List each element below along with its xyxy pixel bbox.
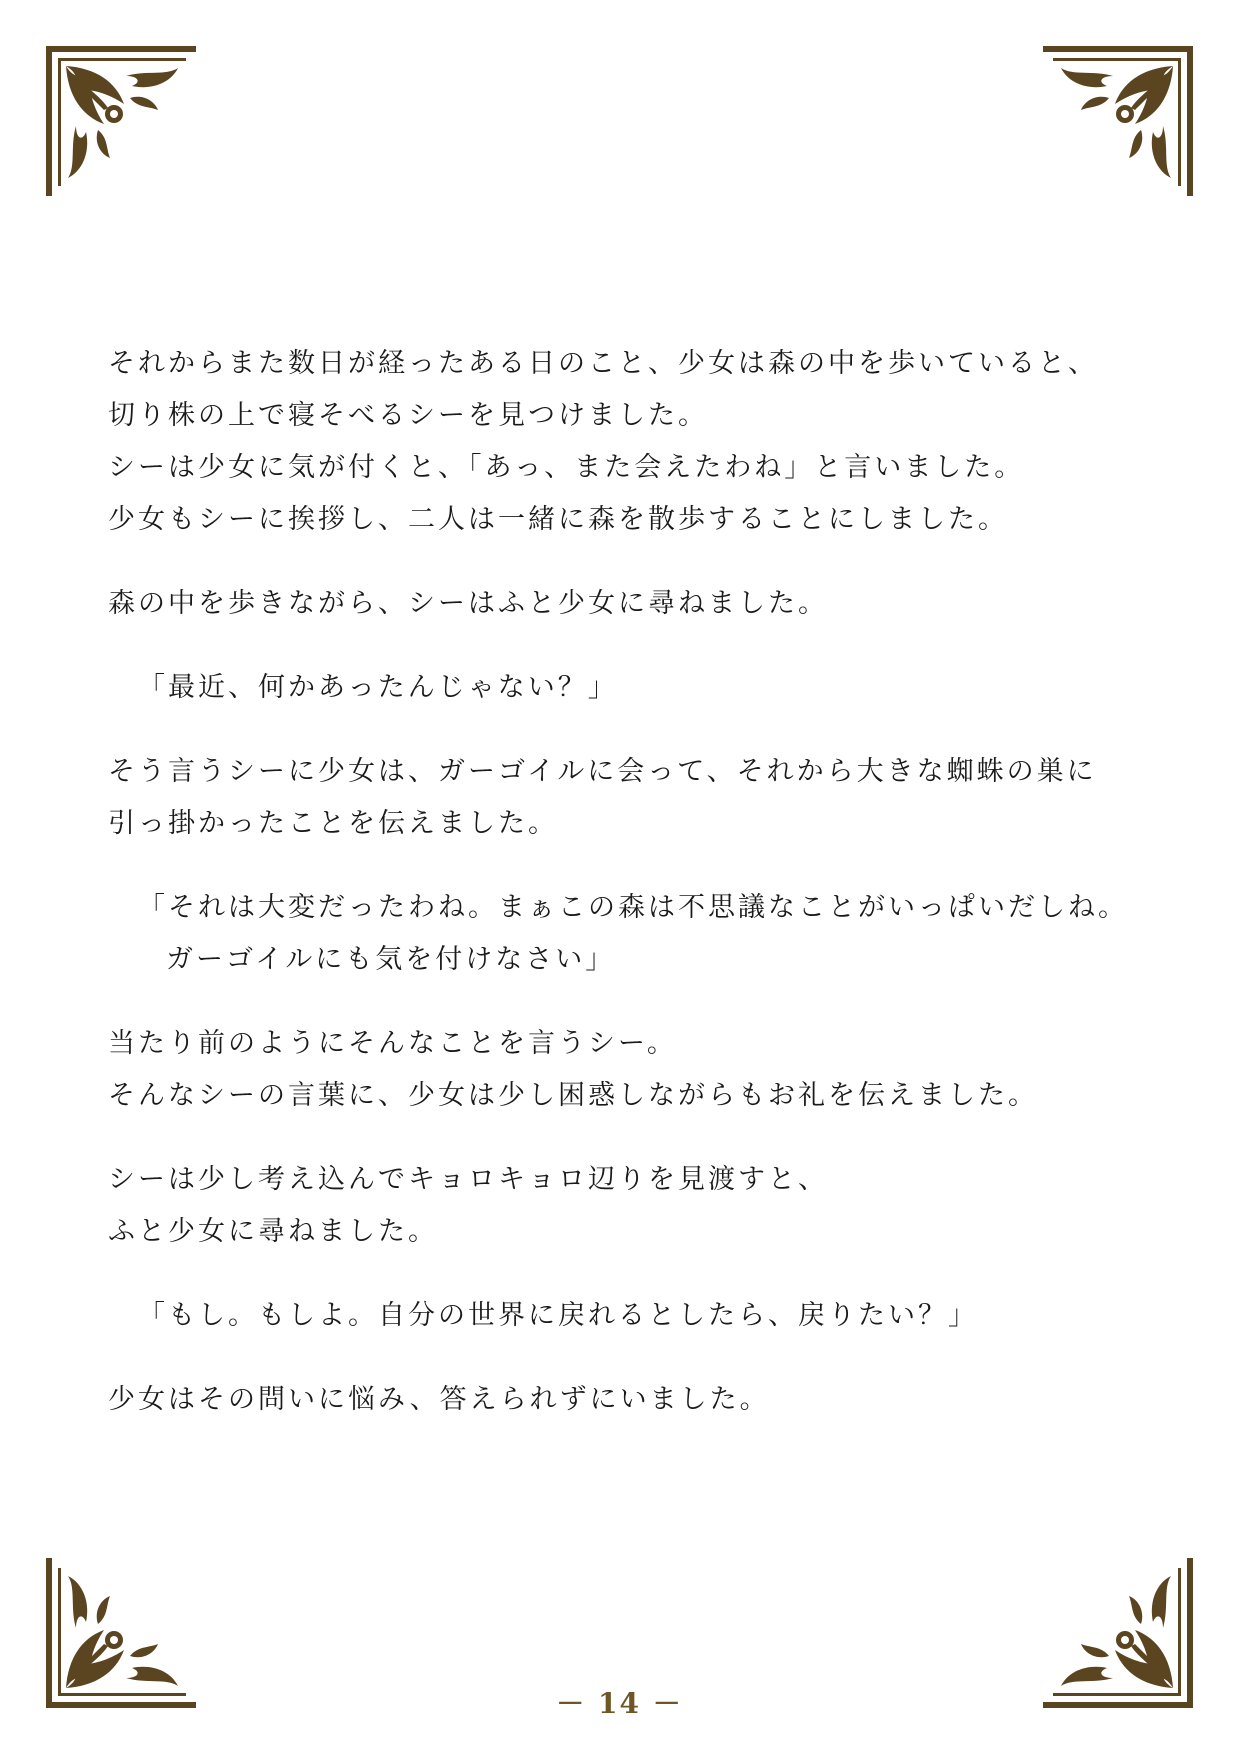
text-line: そんなシーの言葉に、少女は少し困惑しながらもお礼を伝えました。 xyxy=(108,1080,1038,1111)
text-line: ガーゴイルにも気を付けなさい」 xyxy=(166,944,616,975)
text-line: 当たり前のようにそんなことを言うシー。 xyxy=(108,1028,677,1059)
text-line: シーは少し考え込んでキョロキョロ辺りを見渡すと、 xyxy=(108,1164,828,1195)
page-number: － 14 － xyxy=(556,1687,683,1720)
paragraph xyxy=(108,1154,1148,1258)
text-line: 切り株の上で寝そべるシーを見つけました。 xyxy=(108,400,708,431)
corner-ornament-top-right xyxy=(1043,46,1193,196)
text-line: シーは少女に気が付くと、「あっ、また会えたわね」と言いました。 xyxy=(108,452,1025,483)
dialogue-quote xyxy=(108,1290,1148,1342)
text-line: 「最近、何かあったんじゃない？」 xyxy=(138,672,618,703)
story-text xyxy=(108,338,1148,1458)
paragraph xyxy=(108,746,1148,850)
dialogue-quote xyxy=(108,662,1148,714)
dialogue-quote xyxy=(108,882,1148,986)
text-line: それからまた数日が経ったある日のこと、少女は森の中を歩いていると、 xyxy=(108,348,1098,379)
paragraph xyxy=(108,1374,1148,1426)
paragraph xyxy=(108,578,1148,630)
text-line: ふと少女に尋ねました。 xyxy=(108,1216,438,1247)
text-line: 「もし。もしよ。自分の世界に戻れるとしたら、戻りたい？」 xyxy=(138,1300,978,1331)
text-line: 少女もシーに挨拶し、二人は一緒に森を散歩することにしました。 xyxy=(108,504,1008,535)
text-line: 森の中を歩きながら、シーはふと少女に尋ねました。 xyxy=(108,588,828,619)
text-line: そう言うシーに少女は、ガーゴイルに会って、それから大きな蜘蛛の巣に xyxy=(108,756,1097,787)
corner-ornament-top-left xyxy=(46,46,196,196)
text-line: 引っ掛かったことを伝えました。 xyxy=(108,808,558,839)
paragraph xyxy=(108,1018,1148,1122)
text-line: 少女はその問いに悩み、答えられずにいました。 xyxy=(108,1384,770,1415)
paragraph xyxy=(108,338,1148,546)
text-line: 「それは大変だったわね。まぁこの森は不思議なことがいっぱいだしね。 xyxy=(138,892,1128,923)
